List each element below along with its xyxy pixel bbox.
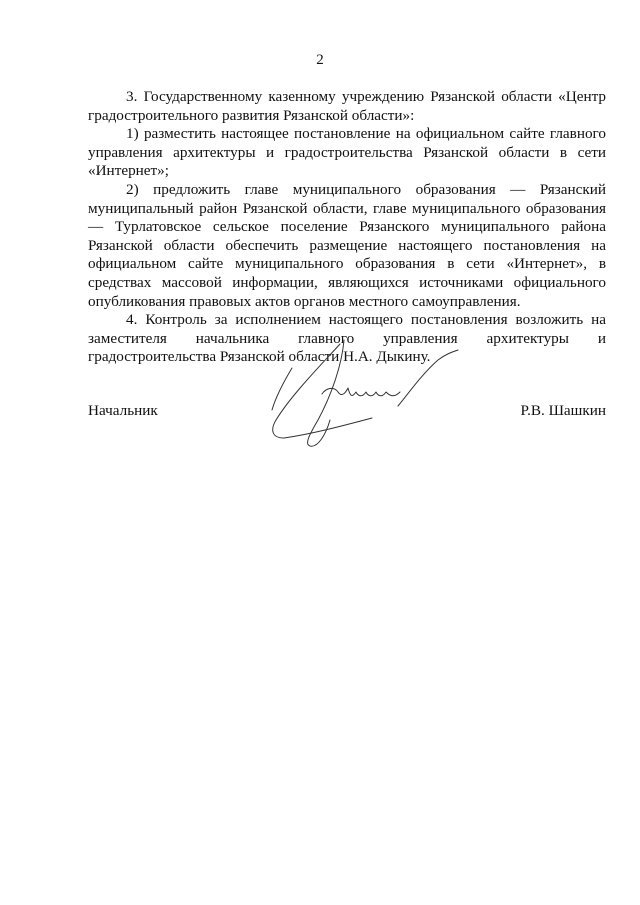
document-body <box>88 88 606 367</box>
paragraph-item-3: 3. Государственному казенному учреждению Рязанской области «Центр градостроительного развития Рязанской области»: <box>88 88 606 124</box>
handwritten-signature <box>262 334 472 454</box>
paragraph-subitem-2: 2) предложить главе муниципального образования — Рязанский муниципальный район Рязанской области, главе муниципального образования — Турлатовское сельское поселение Рязанского муниципального района Рязанской области обеспечить размещение настоящего постановления на официальном сайте муниципального образования в сети «Интернет», в средствах массовой информации, являющихся источниками официального опубликования правовых актов органов местного самоуправления. <box>88 180 606 310</box>
signatory-name: Р.В. Шашкин <box>520 402 606 419</box>
paragraph-subitem-1: 1) разместить настоящее постановление на официальном сайте главного управления архитектуры и градостроительства Рязанской области в сети «Интернет»; <box>88 125 606 180</box>
page-number: 2 <box>316 52 324 68</box>
paragraph-item-4: 4. Контроль за исполнением настоящего постановления возложить на заместителя начальника главного управления архитектуры и градостроительства Рязанской области Н.А. Дыкину. <box>88 311 606 366</box>
signatory-position: Начальник <box>88 402 158 419</box>
